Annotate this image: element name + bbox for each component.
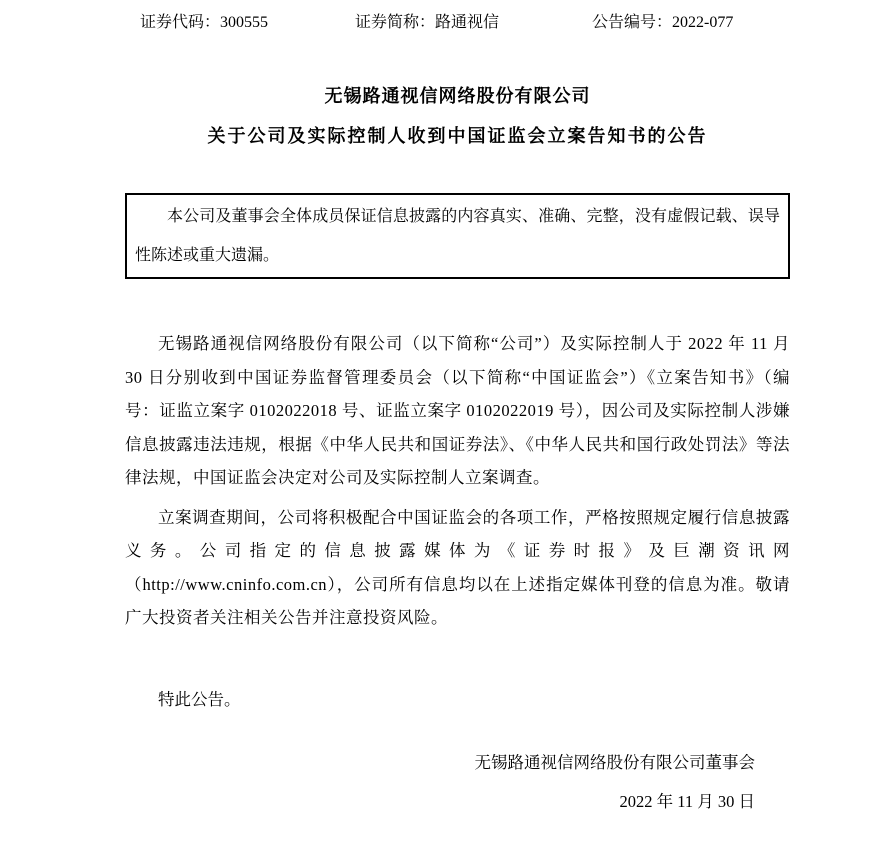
announcement-title: 关于公司及实际控制人收到中国证监会立案告知书的公告	[207, 126, 708, 146]
signature-board: 无锡路通视信网络股份有限公司董事会	[474, 752, 755, 772]
closing-statement: 特此公告。	[158, 689, 241, 709]
disclaimer-text: 本公司及董事会全体成员保证信息披露的内容真实、准确、完整，没有虚假记载、误导性陈述或重大遗漏。	[135, 208, 780, 264]
stock-code: 证券代码：300555	[140, 14, 269, 31]
signature-date: 2022 年 11 月 30 日	[619, 791, 755, 811]
announcement-number: 公告编号：2022-077	[592, 14, 734, 31]
document-header	[125, 12, 790, 34]
disclaimer-box	[125, 193, 790, 279]
company-name-title: 无锡路通视信网络股份有限公司	[324, 86, 591, 106]
body-paragraph-1: 无锡路通视信网络股份有限公司（以下简称“公司”）及实际控制人于 2022 年 11 月 30 日分别收到中国证券监督管理委员会（以下简称“中国证监会”）《立案告知书》（编号：证监立案字 0102022018 号、证监立案字 0102022019 号），因公司及实际控制人涉嫌信息披露违法违规，根据《中华人民共和国证券法》、《中华人民共和国行政处罚法》等法律法规，中国证监会决定对公司及实际控制人立案调查。	[125, 334, 790, 487]
stock-abbreviation: 证券简称：路通视信	[355, 14, 500, 31]
body-paragraph-2: 立案调查期间，公司将积极配合中国证监会的各项工作，严格按照规定履行信息披露义务。公司指定的信息披露媒体为《证券时报》及巨潮资讯网（http://www.cninfo.com.cn），公司所有信息均以在上述指定媒体刊登的信息为准。敬请广大投资者关注相关公告并注意投资风险。	[125, 507, 790, 627]
